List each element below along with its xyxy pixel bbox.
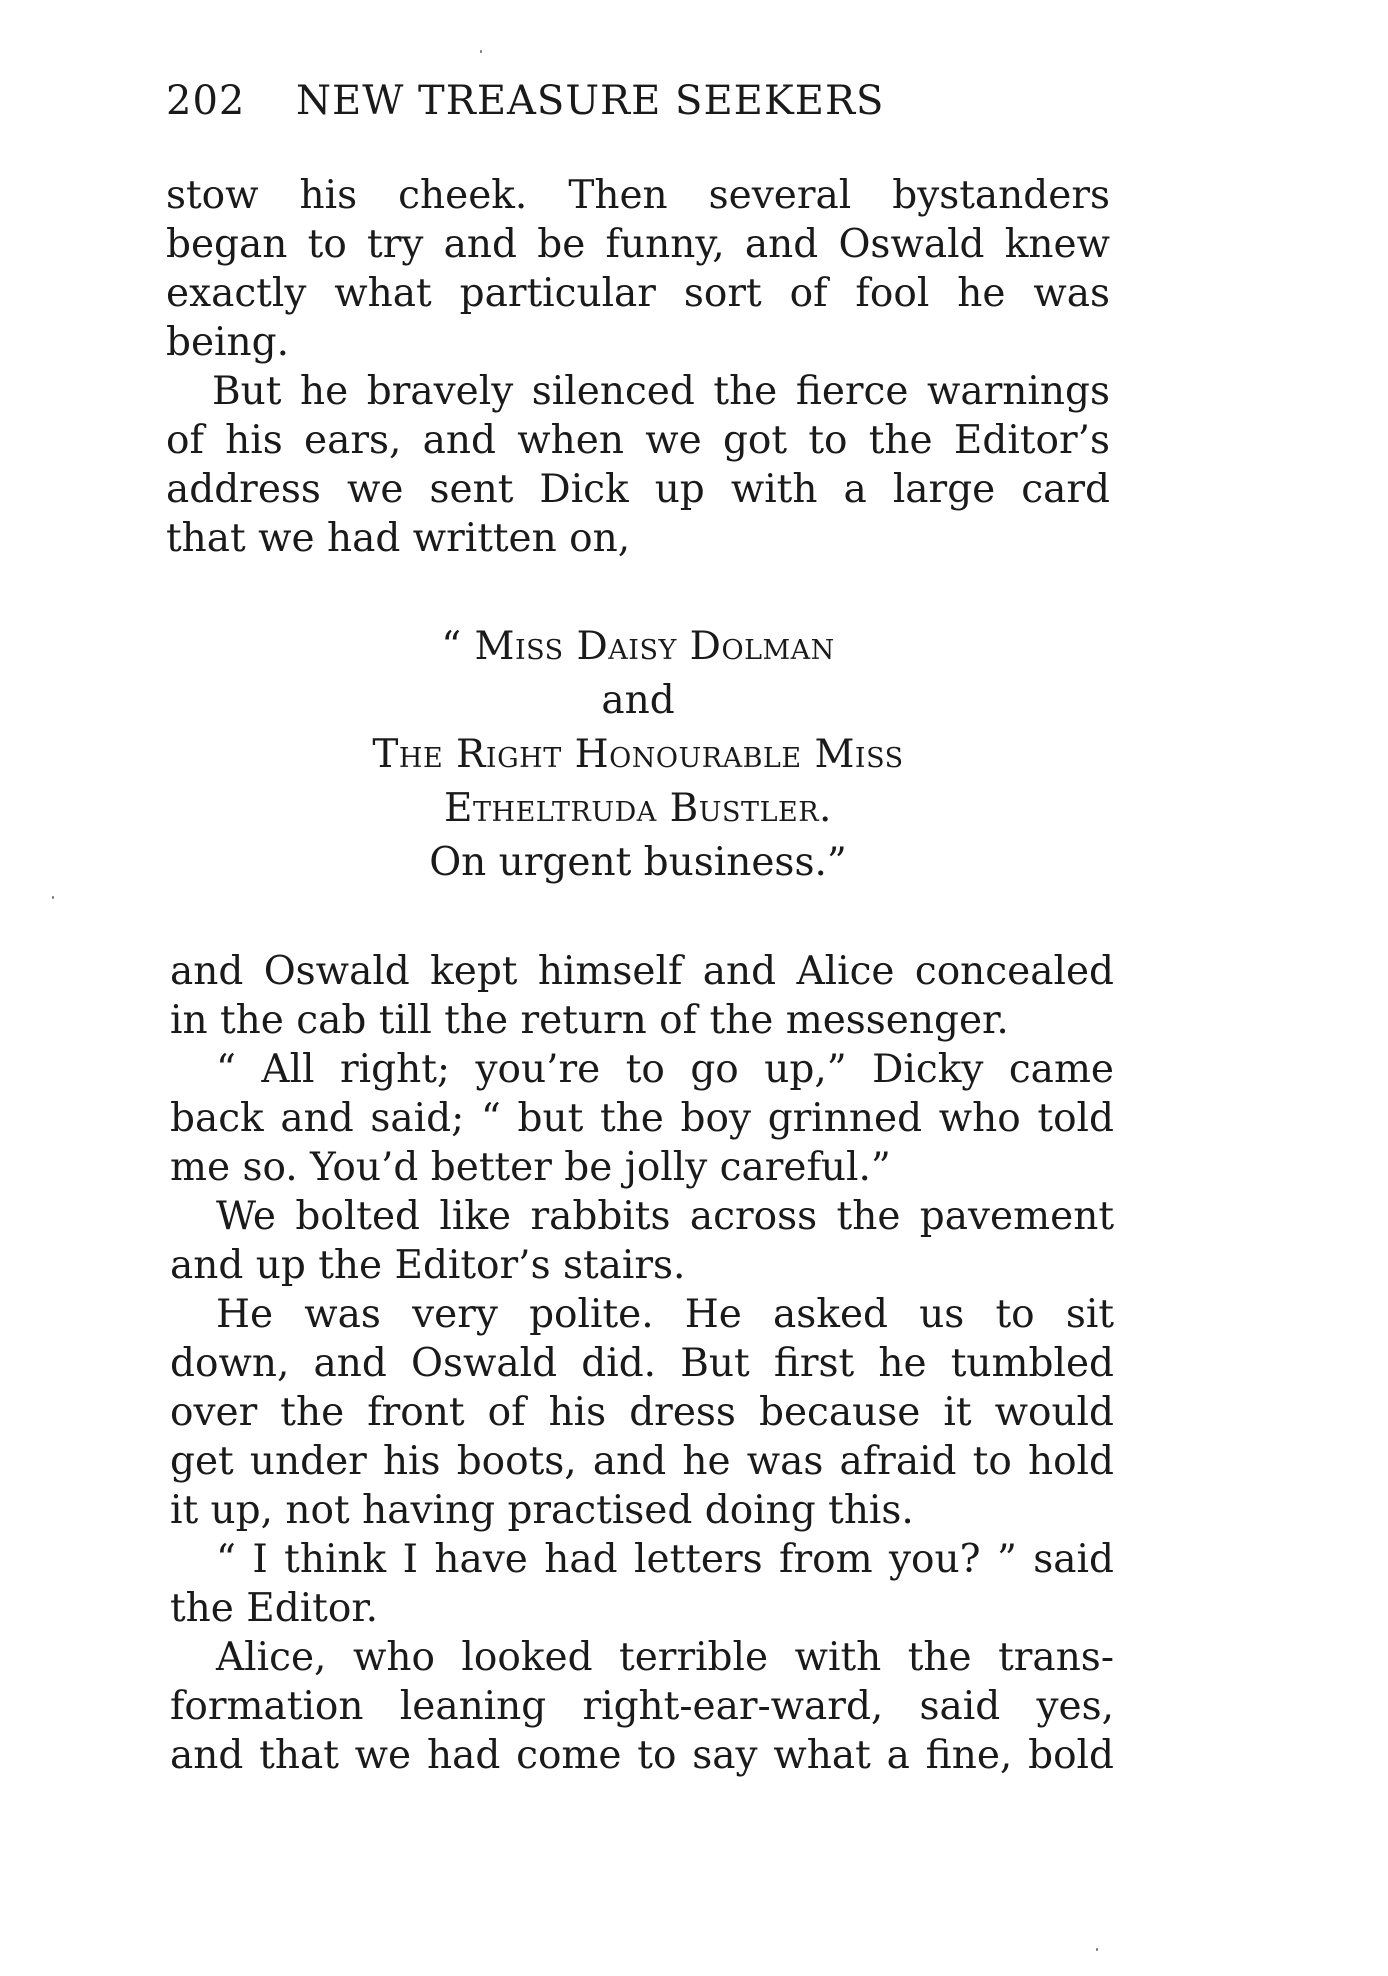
card-line: “ Miss Daisy Dolman xyxy=(441,624,835,669)
text-line: over the front of his dress because it would xyxy=(170,1390,1114,1435)
text-line: But he bravely silenced the fierce warnings xyxy=(212,369,1110,414)
text-line: Alice, who looked terrible with the trans- xyxy=(216,1635,1114,1680)
text-line: and that we had come to say what a fine, bold xyxy=(170,1733,1114,1778)
running-head xyxy=(166,78,1226,124)
text-line: me so. You’d better be jolly careful.” xyxy=(170,1145,891,1190)
text-line: being. xyxy=(166,320,289,365)
text-line: stow his cheek. Then several bystanders xyxy=(166,173,1110,218)
text-line: back and said; “ but the boy grinned who told xyxy=(170,1096,1114,1141)
text-line: formation leaning right-ear-ward, said yes, xyxy=(170,1684,1114,1729)
text-line: “ All right; you’re to go up,” Dicky came xyxy=(216,1047,1114,1092)
text-line: address we sent Dick up with a large card xyxy=(166,467,1110,512)
text-line: and Oswald kept himself and Alice concealed xyxy=(170,949,1114,994)
text-line: We bolted like rabbits across the pavement xyxy=(216,1194,1114,1239)
text-line: exactly what particular sort of fool he was xyxy=(166,271,1110,316)
text-line: and up the Editor’s stairs. xyxy=(170,1243,686,1288)
text-line: down, and Oswald did. But first he tumbled xyxy=(170,1341,1114,1386)
text-line: it up, not having practised doing this. xyxy=(170,1488,914,1533)
text-line: in the cab till the return of the messenger. xyxy=(170,998,1009,1043)
text-line: “ I think I have had letters from you? ” said xyxy=(216,1537,1114,1582)
book-title: NEW TREASURE SEEKERS xyxy=(296,78,885,124)
scan-speck xyxy=(480,50,482,53)
text-line: He was very polite. He asked us to sit xyxy=(216,1292,1114,1337)
scan-speck xyxy=(52,896,54,899)
card-line: and xyxy=(601,678,675,723)
card-line: On urgent business.” xyxy=(429,840,847,885)
card-line: Etheltruda Bustler. xyxy=(444,786,832,831)
text-line: get under his boots, and he was afraid to hold xyxy=(170,1439,1114,1484)
text-line: that we had written on, xyxy=(166,516,631,561)
text-line: of his ears, and when we got to the Editor’s xyxy=(166,418,1110,463)
text-line: the Editor. xyxy=(170,1586,379,1631)
page-number: 202 xyxy=(166,78,246,124)
text-line: began to try and be funny, and Oswald knew xyxy=(166,222,1110,267)
scan-speck xyxy=(1096,1948,1098,1951)
card-line: The Right Honourable Miss xyxy=(372,732,904,777)
